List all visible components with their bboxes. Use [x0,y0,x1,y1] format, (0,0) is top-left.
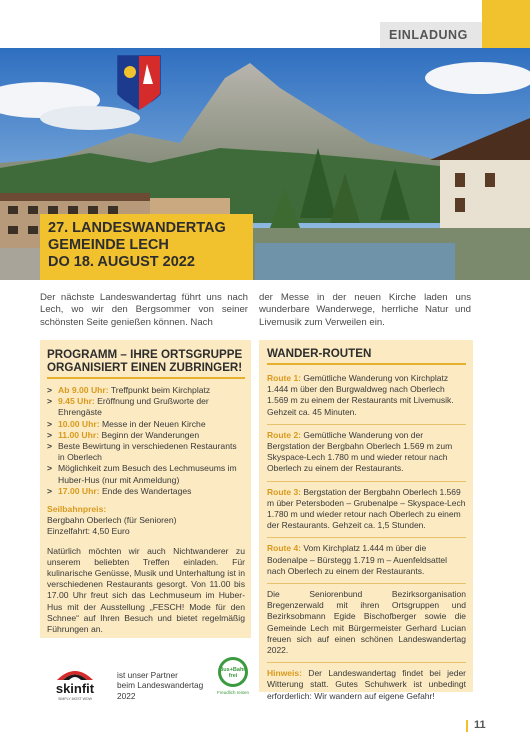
partner-line-2: beim Landeswandertag [117,680,204,691]
divider [267,481,466,482]
route-text: Vom Kirchplatz 1.444 m über die Bodenalpe – Bürstegg 1.719 m – Auenfeldsattel nach Oberlech zu einem der Restaurants. [267,543,448,576]
arrow-icon: > [47,441,53,452]
arrow-icon: > [47,463,53,474]
section-label: EINLADUNG [380,22,482,48]
divider [267,662,466,663]
routes-hint [267,668,466,702]
partner-line-3: 2022 [117,690,136,701]
route-text: Gemütliche Wanderung von Kirchplatz 1.444 m über den Burgwaldweg nach Oberlech 1.569 m zu einem der Restaurants mit Livemusik. Gehzeit ca. 45 Minuten. [267,373,454,417]
intro-text-left: Der nächste Landeswandertag führt uns nach Lech, wo wir den Bergsommer von seiner schönsten Seite genießen können. Nach [40,292,248,328]
badge-text-2: frei [228,673,238,679]
program-text: Eröffnung und Grußworte der Ehrengäste [58,396,209,418]
program-title [47,348,245,379]
arrow-icon: > [47,418,53,429]
page-number: 11 [474,719,486,731]
event-headline [40,214,253,280]
headline-line-2: GEMEINDE LECH [48,237,169,253]
program-item [47,441,245,463]
route-label: Route 3: [267,486,301,497]
program-time: 10.00 Uhr: [58,418,100,429]
routes-box [259,340,473,701]
route-text: Bergstation der Bergbahn Oberlech 1.569 m über Petersboden – Grubenalpe – Skyspace-Lech 1.780 m und wieder retour nach Oberlech zu einem der Restaurants. Gehzeit ca. 1,5 Stunden. [267,486,466,531]
program-item [47,463,245,485]
program-time: 17.00 Uhr: [58,485,100,496]
page-number-bar [466,720,468,732]
partner-line-1: ist unser Partner [117,670,178,680]
intro-text-right: der Messe in der neuen Kirche laden uns wunderbare Wanderwege, herrliche Natur und Livemusik zum Verweilen ein. [259,292,471,328]
program-item [47,486,245,497]
arrow-icon: > [47,429,53,440]
routes-title: WANDER-ROUTEN [267,347,466,365]
headline-line-1: 27. LANDESWANDERTAG [48,220,226,236]
logo-text: skinfit [55,681,95,696]
logo-subtext: SIMPLY MOST WOW [58,697,92,701]
program-time: 9.45 Uhr: [58,396,95,407]
divider [267,537,466,538]
program-box [40,340,251,638]
route-label: Route 2: [267,429,301,440]
program-text: Ende des Wandertages [99,485,192,496]
arrow-icon: > [47,385,53,395]
route-item [267,430,466,475]
program-text: Treffpunkt beim Kirchplatz [108,385,211,395]
program-item [47,385,245,396]
seilbahn-line-1: Bergbahn Oberlech (für Senioren) [47,515,177,526]
seilbahn-label: Seilbahnpreis: [47,504,107,515]
program-text: Beginn der Wanderungen [99,429,200,440]
seilbahn-line-2: Einzelfahrt: 4,50 Euro [47,526,130,537]
partner-text [117,670,203,701]
route-item [267,543,466,577]
bus-bahn-badge [214,654,252,696]
program-item [47,396,245,418]
route-label: Route 1: [267,373,301,383]
program-list [47,385,245,497]
hint-label: Hinweis: [267,668,302,679]
program-time: Ab 9.00 Uhr: [58,385,109,395]
program-title-line-1: PROGRAMM – IHRE ORTSGRUPPE [47,348,243,361]
divider [267,583,466,584]
route-item [267,373,466,418]
skinfit-logo [47,662,103,702]
headline-line-3: DO 18. AUGUST 2022 [48,254,195,270]
badge-caption: Freudlich reisen [216,690,250,695]
corner-accent-bar [482,0,530,48]
route-text: Gemütliche Wanderung von der Bergstation der Bergbahn Oberlech 1.569 m zum Skyspace-Lech 1.780 m und wieder retour nach Oberlech zu einem der Restaurants. [267,429,453,474]
program-text: Beste Bewirtung in verschiedenen Restaurants in Oberlech [58,441,237,463]
program-paragraph: Natürlich möchten wir auch Nichtwanderer zu unserem beliebten Treffen einladen. Für kulinarische Genüsse, Musik und Unterhaltung ist in verschiedenen Restaurants gesorgt. Von 11.00 bis 17.00 Uhr freut sich das Lechmuseum im Huber-Hus mit der Ausstellung „FESCH! Mode für den Schnee“ auf Ihren Besuch und bietet regelmäßig Führungen an. [47,545,245,635]
program-item [47,419,245,430]
hint-text: Der Landeswandertag findet bei jeder Witterung statt. Gutes Schuhwerk ist unbedingt erforderlich: Wir wandern auf eigene Gefahr! [267,668,466,701]
program-text: Messe in der Neuen Kirche [99,418,206,429]
arrow-icon: > [47,485,53,496]
program-item [47,430,245,441]
program-text: Möglichkeit zum Besuch des Lechmuseums im Huber-Hus (nur mit Anmeldung) [58,463,237,485]
divider [267,424,466,425]
arrow-icon: > [47,396,53,407]
routes-closing: Die Seniorenbund Bezirksorganisation Bregenzerwald mit ihren Ortsgruppen und Bezirksobmann Egide Bischofberger sowie die Gemeinde Lech mit Bürgermeister Gerhard Lucian freuen sich auf einen schönen Landeswandertag 2022. [267,589,466,656]
badge-text-1: Bus+Bahn [219,667,247,673]
route-item [267,487,466,532]
route-label: Route 4: [267,543,301,554]
program-title-line-2: ORGANISIERT EINEN ZUBRINGER! [47,361,243,374]
program-time: 11.00 Uhr: [58,429,100,440]
